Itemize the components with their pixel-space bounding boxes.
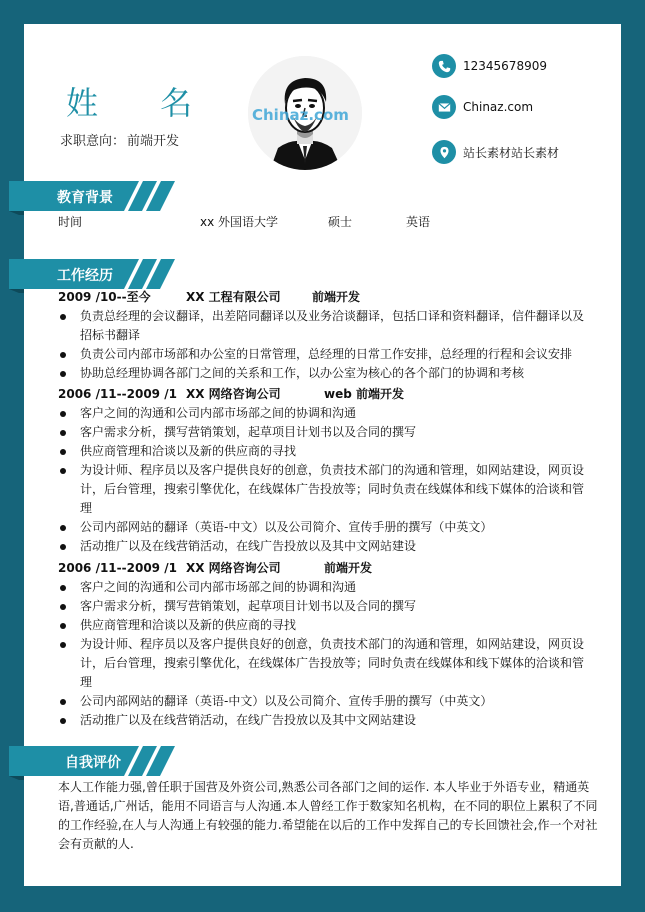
- job-intent-value: 前端开发: [127, 134, 180, 149]
- location-pin-icon: [432, 140, 456, 164]
- list-item: 客户之间的沟通和公司内部市场部之间的协调和沟通: [58, 578, 588, 597]
- list-item: 为设计师、程序员以及客户提供良好的创意，负责技术部门的沟通和管理，如网站建设，网页设计，后台管理，搜索引擎优化，在线媒体广告投放等；同时负责在线媒体和线下媒体的洽谈和管理: [58, 461, 588, 518]
- education-major: 英语: [406, 215, 431, 229]
- job-header: [58, 559, 588, 578]
- section-header-experience: [9, 259, 189, 289]
- job-intent-label: 求职意向：: [60, 134, 126, 149]
- job-entry: [58, 288, 588, 383]
- avatar: [248, 56, 362, 170]
- education-school: xx 外国语大学: [200, 215, 279, 229]
- list-item: 负责公司内部市场部和办公室的日常管理，总经理的日常工作安排，总经理的行程和会议安排: [58, 345, 588, 364]
- list-item: 公司内部网站的翻译（英语-中文）以及公司简介、宣传手册的撰写（中英文）: [58, 518, 588, 537]
- section-header-self-evaluation: [9, 746, 189, 776]
- list-item: 为设计师、程序员以及客户提供良好的创意，负责技术部门的沟通和管理，如网站建设，网页设计，后台管理，搜索引擎优化，在线媒体广告投放等；同时负责在线媒体和线下媒体的洽谈和管理: [58, 635, 588, 692]
- section-header-education: [9, 181, 189, 211]
- resume-page: [24, 24, 621, 886]
- education-time: 时间: [58, 215, 83, 229]
- section-title: 教育背景: [57, 190, 113, 206]
- contact-email: [432, 95, 533, 119]
- list-item: 协助总经理协调各部门之间的关系和工作，以办公室为核心的各个部门的协调和考核: [58, 364, 588, 383]
- phone-number: 12345678909: [463, 59, 547, 73]
- job-header: [58, 385, 588, 404]
- phone-icon: [432, 54, 456, 78]
- job-company: XX 工程有限公司: [186, 290, 281, 304]
- job-period: 2006 /11--2009 /1: [58, 387, 177, 401]
- list-item: 供应商管理和洽谈以及新的供应商的寻找: [58, 442, 588, 461]
- email-address: Chinaz.com: [463, 100, 534, 114]
- portrait-illustration: [248, 56, 362, 170]
- section-title: 自我评价: [65, 755, 121, 771]
- list-item: 活动推广以及在线营销活动，在线广告投放以及其中文网站建设: [58, 537, 588, 556]
- job-intent: [58, 130, 179, 149]
- job-role: 前端开发: [312, 290, 361, 304]
- list-item: 公司内部网站的翻译（英语-中文）以及公司简介、宣传手册的撰写（中英文）: [58, 692, 588, 711]
- duty-list: [58, 578, 588, 730]
- duty-list: [58, 307, 588, 383]
- job-header: [58, 288, 588, 307]
- job-entry: [58, 559, 588, 730]
- photo-watermark: Chinaz.com: [252, 106, 349, 124]
- contact-address: [432, 140, 559, 164]
- list-item: 客户之间的沟通和公司内部市场部之间的协调和沟通: [58, 404, 588, 423]
- postal-address: 站长素材站长素材: [463, 145, 560, 160]
- job-company: XX 网络咨询公司: [186, 561, 281, 575]
- job-period: 2006 /11--2009 /1: [58, 561, 177, 575]
- contact-phone: [432, 54, 547, 78]
- duty-list: [58, 404, 588, 556]
- candidate-name: 姓 名: [66, 84, 219, 122]
- list-item: 客户需求分析，撰写营销策划，起草项目计划书以及合同的撰写: [58, 597, 588, 616]
- section-title: 工作经历: [57, 268, 113, 284]
- job-period: 2009 /10--至今: [58, 290, 151, 304]
- job-role: web 前端开发: [324, 387, 404, 401]
- job-role: 前端开发: [324, 561, 373, 575]
- list-item: 负责总经理的会议翻译，出差陪同翻译以及业务洽谈翻译，包括口译和资料翻译，信件翻译以及招标书翻译: [58, 307, 588, 345]
- self-evaluation-text: 本人工作能力强,曾任职于国营及外资公司,熟悉公司各部门之间的运作. 本人毕业于外语专业，精通英语,普通话,广州话，能用不同语言与人沟通.本人曾经工作于数家知名机构，在不同的职位上累积了不同的工作经验,在人与人沟通上有较强的能力.希望能在以后的工作中发挥自己的专长回馈社会,作一个对社会有贡献的人.: [58, 780, 598, 851]
- list-item: 客户需求分析，撰写营销策划，起草项目计划书以及合同的撰写: [58, 423, 588, 442]
- mail-icon: [432, 95, 456, 119]
- list-item: 供应商管理和洽谈以及新的供应商的寻找: [58, 616, 588, 635]
- job-company: XX 网络咨询公司: [186, 387, 281, 401]
- list-item: 活动推广以及在线营销活动，在线广告投放以及其中文网站建设: [58, 711, 588, 730]
- job-entry: [58, 385, 588, 556]
- education-degree: 硕士: [328, 215, 353, 229]
